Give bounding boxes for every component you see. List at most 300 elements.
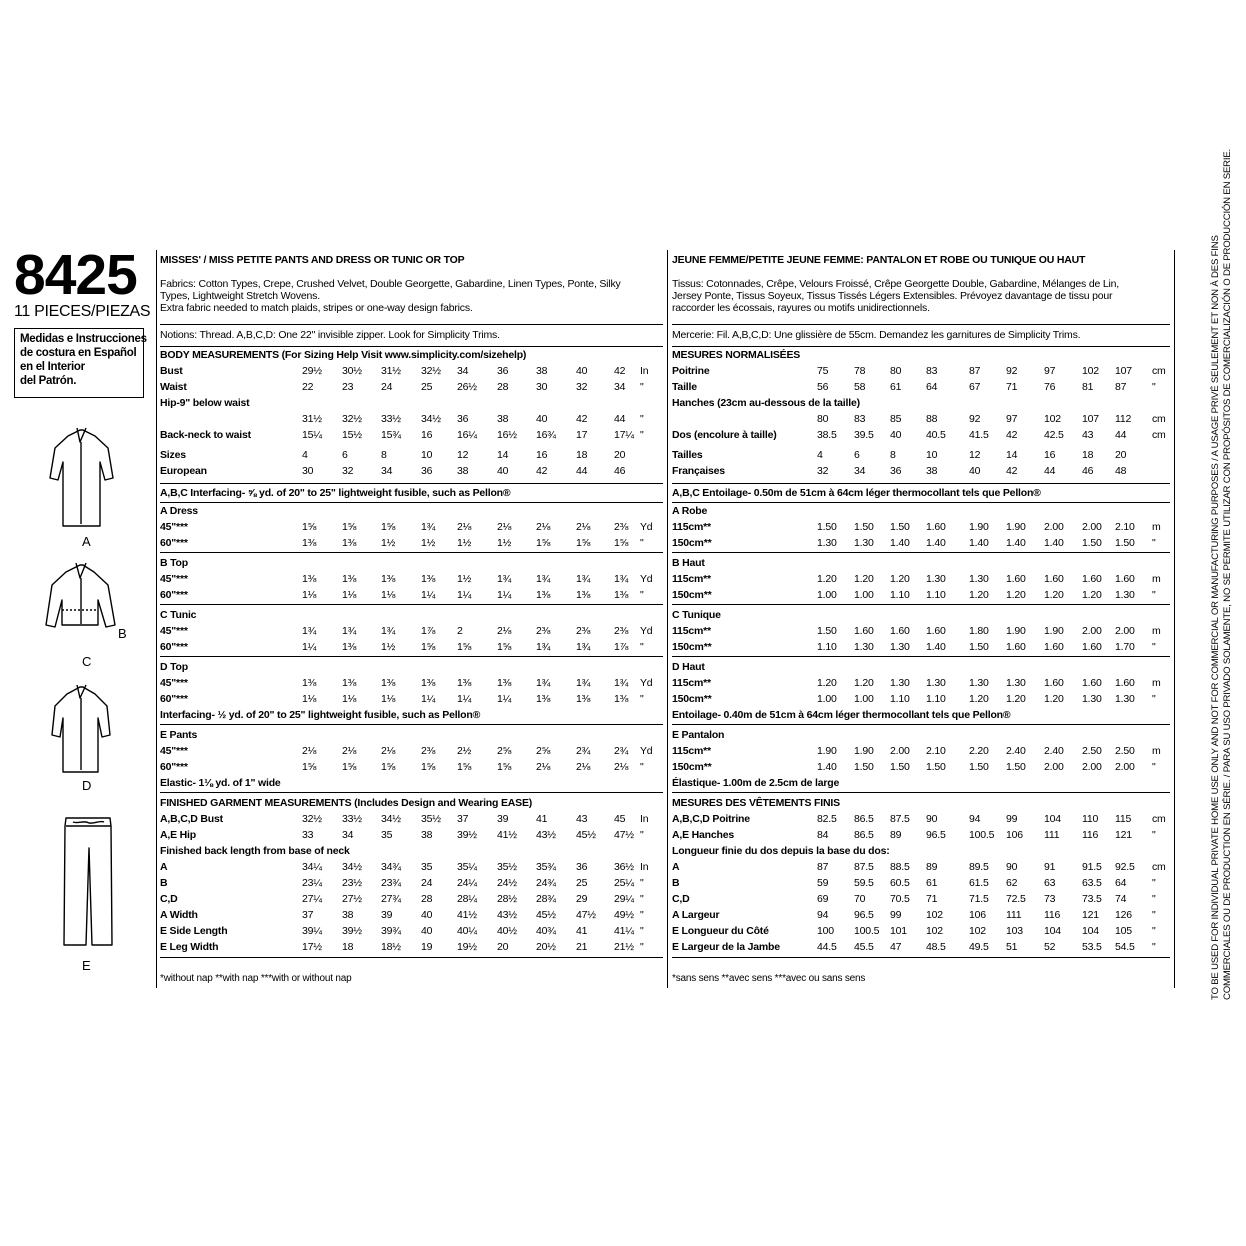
table-cell: 1⅜ [302,677,317,689]
table-cell: 1⅝ [497,761,512,773]
table-cell: 1.60 [1082,641,1102,653]
row-label: A Robe [672,505,708,517]
table-cell: 26½ [457,381,477,393]
row-label: C Tunique [672,609,721,621]
side-notice-line: TO BE USED FOR INDIVIDUAL PRIVATE HOME USE ONLY AND NOT FOR COMMERCIAL OR MANUFACTURING PURPOSES / A USAGE PRIVÉ SEULEMENT ET NON À DES FINS [1210,235,1221,1000]
table-cell: 111 [1044,829,1060,841]
table-cell: 106 [1006,829,1023,841]
table-cell: 23¾ [381,877,401,889]
table-cell: 2⅛ [342,745,357,757]
table-cell: 1.50 [890,521,910,533]
row-label: B Top [160,557,188,569]
row-label: B [672,877,680,889]
table-cell: 30 [536,381,548,393]
row-label: 115cm** [672,677,711,689]
table-cell: 44 [1044,465,1056,477]
table-cell: 15¼ [302,429,322,441]
spanish-instructions-box [14,328,147,398]
table-cell: 1⅜ [381,677,396,689]
row-label: 115cm** [672,625,711,637]
table-cell: 43 [1082,429,1094,441]
table-cell: 18½ [381,941,401,953]
table-cell: 18 [342,941,354,953]
table-cell: 1.20 [1006,693,1026,705]
body-measurements-header: MESURES NORMALISÉES [672,349,801,361]
table-cell: 58 [854,381,866,393]
rule-line [672,724,1170,725]
table-cell: 41½ [457,909,477,921]
table-cell: 47½ [576,909,596,921]
row-label: E Pants [160,729,198,741]
table-cell: 39¾ [381,925,401,937]
table-cell: 102 [926,909,943,921]
table-cell: 104 [1044,813,1061,825]
table-cell: 2.00 [1082,521,1102,533]
table-cell: 40 [890,429,902,441]
table-cell: " [640,877,644,889]
table-cell: m [1152,521,1161,533]
table-cell: 41 [576,925,588,937]
table-cell: 43½ [497,909,517,921]
rule-line [160,792,663,793]
view-letter-e: E [82,958,91,973]
table-cell: 1⅛ [302,589,317,601]
table-cell: 2.50 [1115,745,1135,757]
view-letter-a: A [82,534,91,549]
table-cell: " [1152,589,1156,601]
table-cell: " [1152,641,1156,653]
table-cell: 94 [817,909,829,921]
table-cell: 1.00 [817,693,837,705]
row-label: E Largeur de la Jambe [672,941,780,953]
table-cell: 36 [890,465,902,477]
table-cell: 36½ [614,861,634,873]
table-cell: 92.5 [1115,861,1135,873]
table-cell: 1.60 [1044,677,1064,689]
table-cell: 112 [1115,413,1132,425]
table-cell: 33 [302,829,314,841]
table-cell: 33½ [381,413,401,425]
table-cell: 34½ [381,813,401,825]
table-cell: 24¾ [536,877,556,889]
rule-line [160,604,663,605]
table-cell: 10 [926,449,938,461]
table-cell: 1.50 [854,761,874,773]
table-cell: 38 [926,465,938,477]
table-cell: 1.50 [969,641,989,653]
table-cell: 1⅜ [342,537,357,549]
table-cell: 32½ [421,365,441,377]
table-cell: 42 [1006,429,1018,441]
rule-line [160,483,663,484]
rule-line [672,483,1170,484]
table-cell: 2⅛ [576,761,591,773]
table-cell: 88.5 [890,861,910,873]
table-cell: 84 [817,829,829,841]
view-e-pants-drawing [64,818,112,945]
table-cell: 92 [1006,365,1018,377]
row-label: B [160,877,168,889]
row-label: A,B,C,D Bust [160,813,223,825]
table-cell: 2⅜ [614,521,629,533]
table-cell: 1¼ [457,693,472,705]
table-cell: 20½ [536,941,556,953]
table-cell: 1.20 [890,573,910,585]
table-cell: 34½ [421,413,441,425]
table-cell: 1¼ [421,589,436,601]
table-cell: 1¼ [457,589,472,601]
table-cell: 2⅝ [497,745,512,757]
table-cell: " [1152,381,1156,393]
table-cell: 61.5 [969,877,989,889]
table-cell: 99 [1006,813,1018,825]
table-cell: 1.60 [1115,573,1135,585]
table-cell: " [640,537,644,549]
table-cell: 1.30 [1115,693,1135,705]
table-cell: 1.60 [1082,573,1102,585]
row-label: A [672,861,680,873]
table-cell: 1.20 [1082,589,1102,601]
table-cell: 1¾ [421,521,436,533]
table-cell: 2⅝ [536,745,551,757]
table-cell: 46 [1082,465,1094,477]
row-label: A Largeur [672,909,720,921]
table-cell: 59 [817,877,829,889]
table-cell: 38 [457,465,469,477]
table-cell: 25 [576,877,588,889]
table-cell: 2⅛ [302,745,317,757]
table-cell: 36 [576,861,588,873]
table-cell: 89 [926,861,938,873]
table-cell: 39½ [342,925,362,937]
table-cell: 30 [302,465,314,477]
table-cell: 73 [1044,893,1056,905]
table-cell: 10 [421,449,433,461]
right-divider [1174,250,1175,988]
table-cell: 35¼ [457,861,477,873]
table-cell: 64 [926,381,938,393]
table-cell: 1.60 [1044,641,1064,653]
table-cell: 29 [576,893,588,905]
table-cell: 40 [497,465,509,477]
table-cell: 2.40 [1044,745,1064,757]
table-cell: 45½ [536,909,556,921]
fabrics-line: Extra fabric needed to match plaids, stripes or one-way design fabrics. [160,302,473,314]
table-cell: 73.5 [1082,893,1102,905]
table-cell: 1¾ [302,625,317,637]
table-cell: 1⅜ [536,693,551,705]
table-cell: 1.60 [926,625,946,637]
table-cell: 12 [457,449,469,461]
row-label: 45"*** [160,745,188,757]
table-cell: 1⅝ [457,641,472,653]
table-cell: 1⅝ [497,641,512,653]
table-cell: 1¾ [576,573,591,585]
table-cell: 46 [614,465,626,477]
pieces-count: 11 PIECES/PIEZAS [14,303,151,320]
table-cell: 40¼ [457,925,477,937]
table-cell: 20 [614,449,626,461]
table-cell: 1½ [457,573,472,585]
table-cell: 1⅜ [614,589,629,601]
table-cell: 1⅝ [421,641,436,653]
row-label: European [160,465,207,477]
table-cell: 1.30 [1006,677,1026,689]
fabrics-line: Fabrics: Cotton Types, Crepe, Crushed Velvet, Double Georgette, Gabardine, Linen Types, Ponte, Silky [160,278,621,290]
row-label: A Width [160,909,198,921]
table-cell: m [1152,625,1161,637]
table-cell: cm [1152,413,1166,425]
table-cell: 22 [302,381,314,393]
fabrics-line: raccorder les écossais, rayures ou motifs unidirectionnels. [672,302,930,314]
table-cell: 6 [342,449,348,461]
table-cell: 2⅛ [614,761,629,773]
table-cell: 16¾ [536,429,556,441]
table-cell: 115 [1115,813,1132,825]
table-cell: 20 [1115,449,1127,461]
spanish-line: del Patrón. [20,375,77,387]
table-cell: 1.20 [854,573,874,585]
table-cell: 1½ [421,537,436,549]
table-cell: 59.5 [854,877,874,889]
table-cell: " [640,429,644,441]
view-letter-c: C [82,654,92,669]
table-cell: 1.50 [817,521,837,533]
table-cell: 91.5 [1082,861,1102,873]
side-notice-line: COMMERCIALES OU DE PRODUCTION EN SÉRIE. / PARA SU USO PRIVADO SOLAMENTE, NO SE PERMITE UTILIZAR CON PROPÓSITOS DE COMERCIALIZACIÓN O DE PRODUCCIÓN EN SERIE. [1222,148,1233,1000]
table-cell: 2⅜ [614,625,629,637]
table-cell: 27¼ [302,893,322,905]
table-cell: 1⅜ [576,589,591,601]
table-cell: " [1152,941,1156,953]
view-letter-b: B [118,626,127,641]
table-cell: 1½ [497,537,512,549]
table-cell: 1.30 [854,641,874,653]
table-cell: 121 [1115,829,1132,841]
table-cell: 35½ [497,861,517,873]
table-cell: 43 [576,813,588,825]
table-cell: 90 [926,813,938,825]
table-cell: 2.00 [1115,625,1135,637]
table-cell: 1.60 [1115,677,1135,689]
table-cell: 1.50 [926,761,946,773]
table-cell: 1.20 [817,677,837,689]
table-cell: 71 [1006,381,1018,393]
table-cell: 1.60 [1044,573,1064,585]
row-label: Élastique- 1.00m de 2.5cm de large [672,777,840,789]
table-cell: 61 [890,381,902,393]
table-cell: 29½ [302,365,322,377]
table-cell: 2.50 [1082,745,1102,757]
table-cell: 16 [421,429,433,441]
table-cell: 1.30 [969,677,989,689]
table-cell: 40 [421,909,433,921]
table-cell: 1⅜ [536,589,551,601]
table-cell: 1⅝ [421,761,436,773]
table-cell: 1⅝ [302,521,317,533]
table-cell: 86.5 [854,813,874,825]
table-cell: 103 [1006,925,1023,937]
rule-line [672,346,1170,347]
table-cell: 15¾ [381,429,401,441]
table-cell: 116 [1082,829,1099,841]
table-cell: 1.20 [1044,589,1064,601]
table-cell: 43½ [536,829,556,841]
table-cell: 6 [854,449,860,461]
row-label: Hanches (23cm au-dessous de la taille) [672,397,860,409]
table-cell: 34¼ [302,861,322,873]
table-cell: 37 [302,909,314,921]
table-cell: 83 [854,413,866,425]
table-cell: 35¾ [536,861,556,873]
table-cell: 1⅜ [302,537,317,549]
table-cell: 16½ [497,429,517,441]
table-cell: cm [1152,429,1166,441]
table-cell: 38 [342,909,354,921]
table-cell: 16¼ [457,429,477,441]
table-cell: 102 [926,925,943,937]
table-cell: 97 [1044,365,1056,377]
fabrics-line: Jersey Ponte, Tissus Soyeux, Tissus Tissés Légers Extensibles. Prévoyez davantage de tissu pour [672,290,1113,302]
table-cell: 2.00 [890,745,910,757]
table-cell: 35 [381,829,393,841]
table-cell: 1.30 [1115,589,1135,601]
table-cell: 1.30 [1082,693,1102,705]
table-cell: 44 [614,413,626,425]
center-divider [667,250,668,988]
table-cell: 14 [497,449,509,461]
table-cell: 32½ [342,413,362,425]
table-cell: 16 [1044,449,1056,461]
table-cell: 1¼ [302,641,317,653]
table-cell: 28 [421,893,433,905]
table-cell: 111 [1006,909,1022,921]
garment-drawings [0,400,160,1000]
table-cell: 104 [1082,925,1099,937]
table-cell: 37 [457,813,469,825]
row-label: D Top [160,661,188,673]
rule-line [672,604,1170,605]
table-cell: cm [1152,365,1166,377]
table-cell: 33½ [342,813,362,825]
row-label: D Haut [672,661,705,673]
table-cell: 63 [1044,877,1056,889]
table-cell: 40 [421,925,433,937]
table-cell: cm [1152,861,1166,873]
row-label: 115cm** [672,573,711,585]
row-label: B Haut [672,557,705,569]
table-cell: 60.5 [890,877,910,889]
table-cell: 8 [890,449,896,461]
row-label: Interfacing- ½ yd. of 20" to 25" lightweight fusible, such as Pellon® [160,709,481,721]
table-cell: 63.5 [1082,877,1102,889]
table-cell: 32 [576,381,588,393]
table-cell: Yd [640,625,653,637]
table-cell: 80 [890,365,902,377]
table-cell: 1⅜ [342,641,357,653]
table-cell: 1⅛ [381,693,396,705]
table-cell: 1⅛ [342,589,357,601]
table-cell: cm [1152,813,1166,825]
table-cell: 1½ [457,537,472,549]
table-cell: " [1152,693,1156,705]
row-label: E Leg Width [160,941,219,953]
table-cell: 78 [854,365,866,377]
table-cell: 1⅜ [576,693,591,705]
table-cell: 1¾ [614,573,629,585]
table-cell: 76 [1044,381,1056,393]
table-cell: 1⅞ [614,641,629,653]
table-cell: " [1152,925,1156,937]
table-cell: 1.20 [817,573,837,585]
row-label: 45"*** [160,573,188,585]
table-cell: 51 [1006,941,1018,953]
table-cell: 23¼ [302,877,322,889]
table-cell: 42 [536,465,548,477]
row-label: Elastic- 1⅛ yd. of 1" wide [160,777,281,789]
table-cell: Yd [640,573,653,585]
table-cell: 1¼ [497,693,512,705]
table-cell: 2 [457,625,463,637]
table-cell: 1⅜ [421,573,436,585]
table-cell: 1.60 [1082,677,1102,689]
table-cell: 1⅝ [381,521,396,533]
row-label: Entoilage- 0.40m de 51cm à 64cm léger thermocollant tels que Pellon® [672,709,1011,721]
table-cell: 1¾ [497,573,512,585]
table-cell: " [640,641,644,653]
french-section [672,254,1172,989]
table-cell: 1.50 [1082,537,1102,549]
table-cell: 1¾ [536,641,551,653]
table-cell: 31½ [381,365,401,377]
table-cell: 2.00 [1044,521,1064,533]
table-cell: 17 [576,429,588,441]
row-label: A,E Hanches [672,829,734,841]
rule-line [160,502,663,503]
row-label: A Dress [160,505,198,517]
row-label: A,B,C Interfacing- ⅝ yd. of 20" to 25" lightweight fusible, such as Pellon® [160,487,511,499]
table-cell: 83 [926,365,938,377]
table-cell: 1.30 [854,537,874,549]
table-cell: 1.10 [890,589,910,601]
table-cell: 1.10 [890,693,910,705]
table-cell: 1.80 [969,625,989,637]
table-cell: m [1152,745,1161,757]
table-cell: 38 [536,365,548,377]
table-cell: 34½ [342,861,362,873]
table-cell: 1.40 [926,641,946,653]
table-cell: 19 [421,941,433,953]
table-cell: 1.60 [1006,641,1026,653]
table-cell: 39¼ [302,925,322,937]
table-cell: 2.20 [969,745,989,757]
table-cell: 2.00 [1082,625,1102,637]
table-cell: " [1152,537,1156,549]
row-label: A,B,C Entoilage- 0.50m de 51cm à 64cm léger thermocollant tels que Pellon® [672,487,1041,499]
table-cell: 17¼ [614,429,634,441]
table-cell: " [1152,909,1156,921]
rule-line [672,656,1170,657]
table-cell: 1.20 [969,589,989,601]
table-cell: 1.20 [1006,589,1026,601]
table-cell: 14 [1006,449,1018,461]
row-label: 45"*** [160,625,188,637]
row-label: A [160,861,168,873]
table-cell: 45.5 [854,941,874,953]
table-cell: 1¾ [576,677,591,689]
row-label: 150cm** [672,641,712,653]
table-cell: 1.60 [854,625,874,637]
